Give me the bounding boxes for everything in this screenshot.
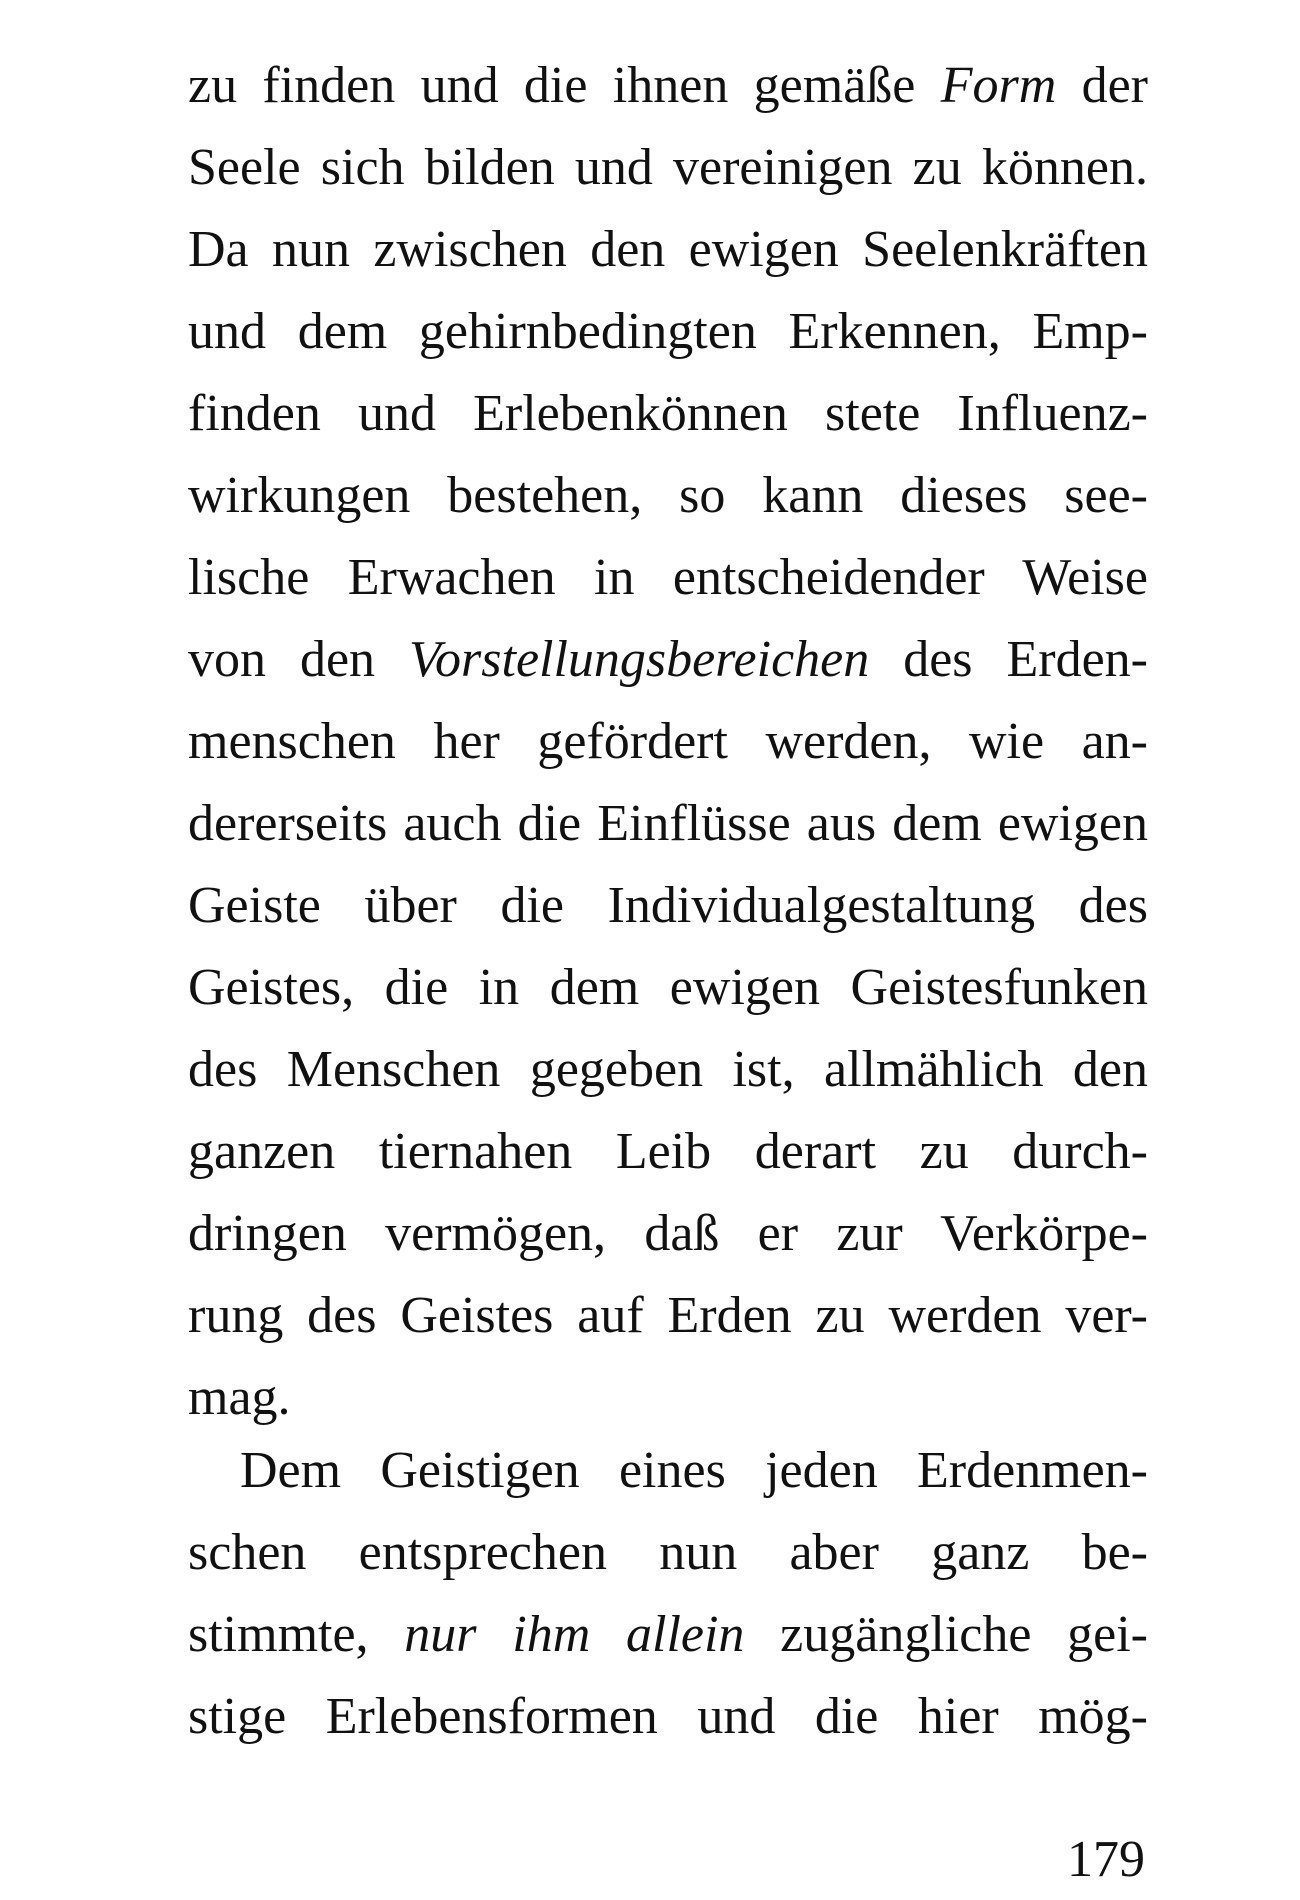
page-number: 179 (1067, 1831, 1145, 1888)
emphasis: nur ihm allein (404, 1606, 745, 1663)
text-line: von den Vorstellungsbereichen des Erden- (188, 631, 1148, 688)
text-line: menschen her gefördert werden, wie an- (188, 713, 1148, 770)
text-line: zu finden und die ihnen gemäße Form der (188, 57, 1148, 114)
text-line: Seele sich bilden und vereinigen zu können. (188, 139, 1148, 196)
paragraph-2 (188, 1430, 1148, 1758)
emphasis: Form (940, 57, 1057, 114)
text-line: Dem Geistigen eines jeden Erdenmen- (240, 1442, 1148, 1499)
text-line: Geiste über die Individualgestaltung des (188, 877, 1148, 934)
text-line: ganzen tiernahen Leib derart zu durch- (188, 1123, 1148, 1180)
text-line: dringen vermögen, daß er zur Verkörpe- (188, 1205, 1148, 1262)
text-line: stige Erlebensformen und die hier mög- (188, 1688, 1148, 1745)
text-line: schen entsprechen nun aber ganz be- (188, 1524, 1148, 1581)
text-line: rung des Geistes auf Erden zu werden ver- (188, 1287, 1148, 1344)
text-line: des Menschen gegeben ist, allmählich den (188, 1041, 1148, 1098)
text-line: mag. (188, 1369, 291, 1426)
text-line: stimmte, nur ihm allein zugängliche gei- (188, 1606, 1148, 1663)
text-line: lische Erwachen in entscheidender Weise (188, 549, 1148, 606)
text-line: finden und Erlebenkönnen stete Influenz- (188, 385, 1148, 442)
emphasis: Vorstellungsbereichen (409, 631, 870, 688)
text-line: und dem gehirnbedingten Erkennen, Emp- (188, 303, 1148, 360)
text-line: Geistes, die in dem ewigen Geistesfunken (188, 959, 1148, 1016)
text-line: wirkungen bestehen, so kann dieses see- (188, 467, 1148, 524)
paragraph-1 (188, 45, 1148, 1439)
text-line: Da nun zwischen den ewigen Seelenkräften (188, 221, 1148, 278)
text-line: dererseits auch die Einflüsse aus dem ewigen (188, 795, 1148, 852)
